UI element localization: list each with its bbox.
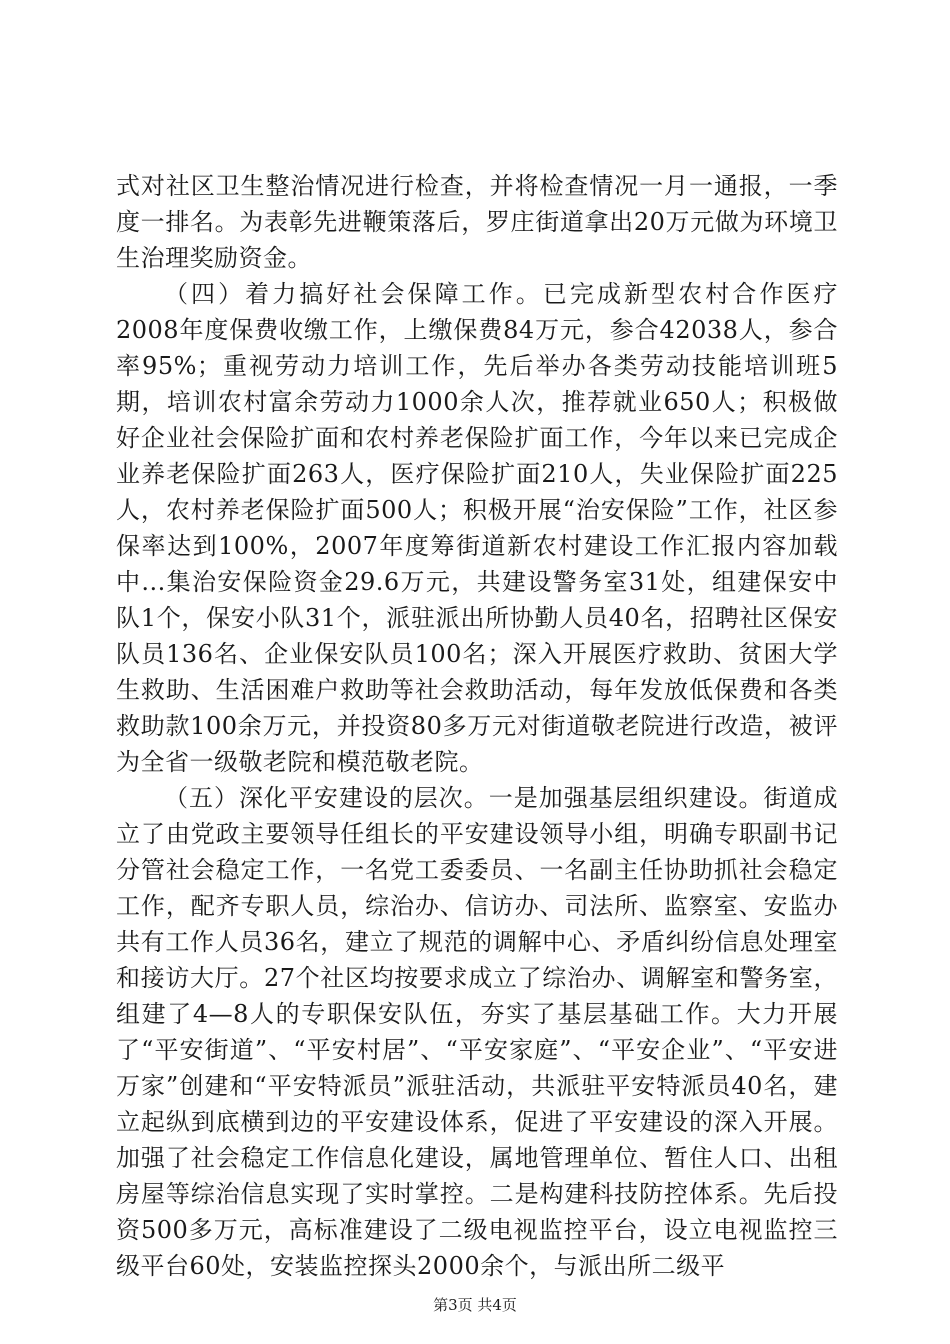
paragraph-safety-construction: （五）深化平安建设的层次。一是加强基层组织建设。街道成立了由党政主要领导任组长的平安建设领导小组，明确专职副书记分管社会稳定工作，一名党工委委员、一名副主任协助抓社会稳定工作，配齐专职人员，综治办、信访办、司法所、监察室、安监办共有工作人员36名，建立了规范的调解中心、矛盾纠纷信息处理室和接访大厅。27个社区均按要求成立了综治办、调解室和警务室，组建了4—8人的专职保安队伍，夯实了基层基础工作。大力开展了“平安街道”、“平安村居”、“平安家庭”、“平安企业”、“平安进万家”创建和“平安特派员”派驻活动，共派驻平安特派员40名，建立起纵到底横到边的平安建设体系，促进了平安建设的深入开展。加强了社会稳定工作信息化建设，属地管理单位、暂住人口、出租房屋等综治信息实现了实时掌控。二是构建科技防控体系。先后投资500多万元，高标准建设了二级电视监控平台，设立电视监控三级平台60处，安装监控探头2000余个，与派出所二级平 bbox=[116, 784, 838, 1280]
paragraph-continuation: 式对社区卫生整治情况进行检查，并将检查情况一月一通报，一季度一排名。为表彰先进鞭策落后，罗庄街道拿出20万元做为环境卫生治理奖励资金。 bbox=[116, 172, 838, 272]
paragraph-social-security: （四）着力搞好社会保障工作。已完成新型农村合作医疗2008年度保费收缴工作，上缴保费84万元，参合42038人，参合率95%；重视劳动力培训工作，先后举办各类劳动技能培训班5期，培训农村富余劳动力1000余人次，推荐就业650人；积极做好企业社会保险扩面和农村养老保险扩面工作，今年以来已完成企业养老保险扩面263人，医疗保险扩面210人，失业保险扩面225人，农村养老保险扩面500人；积极开展“治安保险”工作，社区参保率达到100%，2007年度筹街道新农村建设工作汇报内容加载中...集治安保险资金29.6万元，共建设警务室31处，组建保安中队1个，保安小队31个，派驻派出所协勤人员40名，招聘社区保安队员136名、企业保安队员100名；深入开展医疗救助、贫困大学生救助、生活困难户救助等社会救助活动，每年发放低保费和各类救助款100余万元，并投资80多万元对街道敬老院进行改造，被评为全省一级敬老院和模范敬老院。 bbox=[116, 280, 838, 776]
page-footer: 第3页 共4页 bbox=[433, 1296, 517, 1314]
document-body bbox=[116, 168, 838, 1284]
